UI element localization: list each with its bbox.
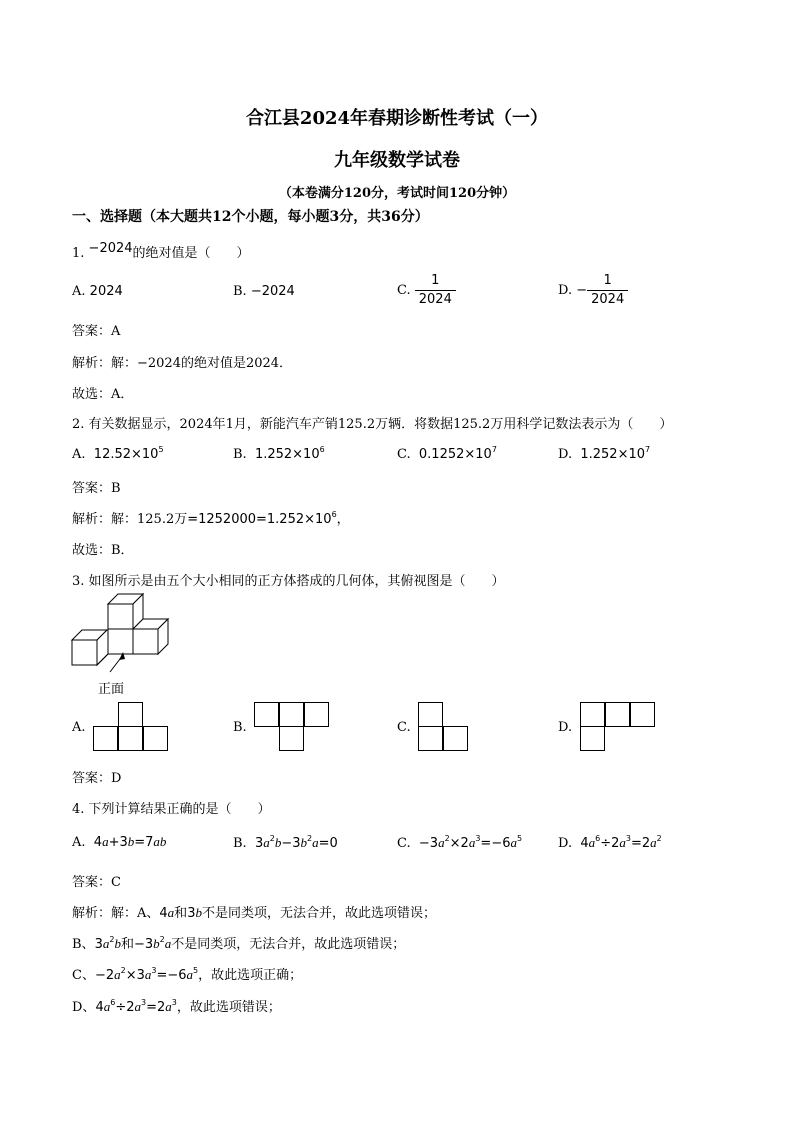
q1-option-d: D. − $\frac{1}{2024}$ [558,272,628,309]
q4-option-c: C. $-3a^2\times 2a^3=-6a^5$ [397,834,523,851]
question-1 [72,242,250,261]
q2-answer: 答案：B [72,481,121,496]
q4-analysis-line-1: 解析：解：A、4a和3b不是同类项，无法合并，故此选项错误； [72,905,436,921]
q3-answer: 答案：D [72,771,122,786]
front-label: 正面 [98,682,125,697]
q2-analysis: 解析：解：125.2万$=1252000=1.252\times 10^6$， [72,510,350,527]
exam-subtitle: 九年级数学试卷 [334,150,460,171]
q1-stem: 的绝对值是（ ） [132,246,250,261]
q1-analysis: 解析：解：−2024的绝对值是2024． [72,356,293,371]
question-2: 2. 有关数据显示，2024年1月，新能汽车产销125.2万辆．将数据125.2万用科学记数法表示为（ ） [72,417,673,432]
section-heading: 一、选择题（本大题共12个小题，每小题3分，共36分） [72,209,429,225]
fraction: $\frac{1}{2024}$ [587,272,628,309]
q2-option-a: A. $12.52\times 10^5$ [72,445,164,462]
q4-analysis-line-2: B、$3a^2b$和$-3b^2a$不是同类项，无法合并，故此选项错误； [72,935,406,952]
q1-choice: 故选：A． [72,387,134,402]
question-4: 4. 下列计算结果正确的是（ ） [72,802,271,817]
q3-option-d-label: D. [558,720,573,735]
cube-figure [68,592,183,674]
exam-note: （本卷满分120分，考试时间120分钟） [278,186,516,201]
q4-analysis-line-4: D、$4a^6\div 2a^3=2a^3$，故此选项错误； [72,998,281,1015]
q1-expr: −2024 [88,241,133,256]
q1-answer: 答案：A [72,324,121,339]
q1-option-b: B. −2024 [233,284,295,299]
question-3: 3. 如图所示是由五个大小相同的正方体搭成的几何体，其俯视图是（ ） [72,574,505,589]
q2-option-c: C. $0.1252\times 10^7$ [397,445,497,462]
q4-analysis-line-3: C、$-2a^2\times 3a^3=-6a^5$，故此选项正确； [72,966,303,983]
q4-option-d: D. $4a^6\div 2a^3=2a^2$ [558,834,662,851]
q2-choice: 故选：B． [72,543,134,558]
fraction: $\frac{1}{2024}$ [415,272,456,309]
q3-option-a-label: A. [72,720,86,735]
q3-option-c-label: C. [397,720,411,735]
q2-option-d: D. $1.252\times 10^7$ [558,445,651,462]
q4-option-a: A. 4a+3b=7ab [72,834,167,850]
q4-answer: 答案：C [72,875,121,890]
q3-option-b-label: B. [233,720,247,735]
q1-option-a: A. 2024 [72,284,123,299]
exam-title: 合江县2024年春期诊断性考试（一） [245,108,549,129]
q1-option-c: C. $\frac{1}{2024}$ [397,272,456,309]
q2-option-b: B. $1.252\times 10^6$ [233,445,325,462]
q4-option-b: B. $3a^2b-3b^2a=0$ [233,834,338,851]
q1-number: 1. [72,246,85,261]
